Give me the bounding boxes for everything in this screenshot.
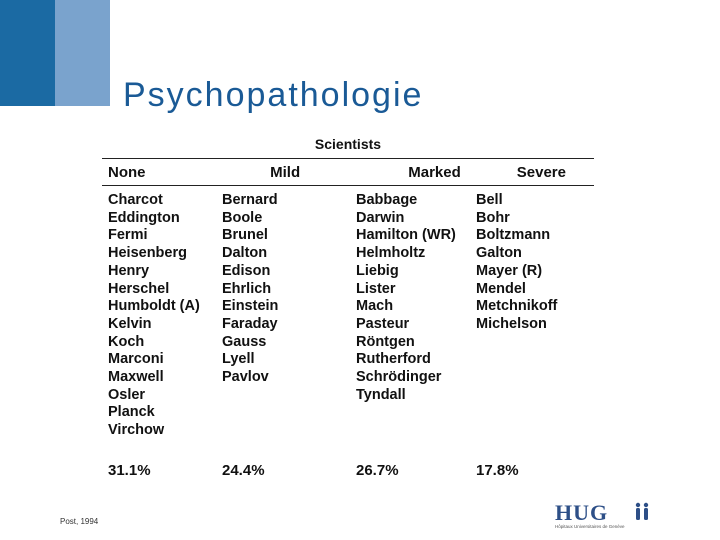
percentage-mild: 24.4% xyxy=(222,461,265,479)
table-cell: Schrödinger xyxy=(356,369,442,386)
percentage-none: 31.1% xyxy=(108,461,151,479)
table-header-row xyxy=(102,159,594,185)
table-cell: Kelvin xyxy=(108,315,152,332)
table-cell: Mach xyxy=(356,298,394,315)
table-cell: Pasteur xyxy=(356,315,410,332)
table-cell: Humboldt (A) xyxy=(108,298,200,315)
table-cell: Koch xyxy=(108,333,145,350)
table-cell: Tyndall xyxy=(356,386,406,403)
column-marked xyxy=(356,192,476,440)
percentage-marked: 26.7% xyxy=(356,461,399,479)
table-cell: Edison xyxy=(222,262,271,279)
table-cell: Rutherford xyxy=(356,351,431,368)
header-none: None xyxy=(108,163,146,181)
table-caption: Scientists xyxy=(314,136,382,152)
table-cell: Liebig xyxy=(356,262,399,279)
table-cell: Maxwell xyxy=(108,369,164,386)
table-cell: Bell xyxy=(476,192,503,208)
table-cell: Herschel xyxy=(108,280,170,297)
table-cell: Bohr xyxy=(476,209,510,226)
table-cell: Marconi xyxy=(108,351,164,368)
table-cell: Heisenberg xyxy=(108,245,187,262)
column-severe xyxy=(476,192,586,440)
table-cell: Lyell xyxy=(222,351,255,368)
table-cell: Bernard xyxy=(222,192,278,208)
percentage-severe: 17.8% xyxy=(476,461,519,479)
table-cell: Galton xyxy=(476,245,522,262)
table-cell: Mendel xyxy=(476,280,526,297)
table-body xyxy=(102,186,594,440)
table-cell: Michelson xyxy=(476,315,547,332)
table-cell: Osler xyxy=(108,386,146,403)
table-cell: Brunel xyxy=(222,227,268,244)
percentage-row xyxy=(102,462,594,479)
logo-text: HUG xyxy=(555,500,609,525)
scientists-table xyxy=(102,136,594,479)
table-cell: Virchow xyxy=(108,422,165,439)
logo-subtitle: Hôpitaux Universitaires de Genève xyxy=(555,524,625,529)
table-cell: Fermi xyxy=(108,227,148,244)
table-cell: Mayer (R) xyxy=(476,262,543,279)
decorative-square-light xyxy=(55,0,110,106)
table-cell: Charcot xyxy=(108,192,163,208)
header-severe: Severe xyxy=(516,163,566,181)
table-cell: Pavlov xyxy=(222,369,269,386)
header-mild: Mild xyxy=(270,163,301,181)
table-cell: Ehrlich xyxy=(222,280,272,297)
source-citation: Post, 1994 xyxy=(60,517,99,526)
table-cell: Boltzmann xyxy=(476,227,551,244)
table-cell: Darwin xyxy=(356,209,405,226)
column-none xyxy=(102,192,222,440)
table-cell: Faraday xyxy=(222,315,278,332)
table-cell: Hamilton (WR) xyxy=(356,227,456,244)
header-marked: Marked xyxy=(408,163,461,181)
table-cell: Gauss xyxy=(222,333,267,350)
table-cell: Babbage xyxy=(356,192,418,208)
hug-logo xyxy=(555,500,655,532)
slide-title: Psychopathologie xyxy=(123,76,424,114)
column-mild xyxy=(222,192,356,440)
table-cell: Metchnikoff xyxy=(476,298,558,315)
table-cell: Röntgen xyxy=(356,333,415,350)
table-cell: Boole xyxy=(222,209,263,226)
table-cell: Planck xyxy=(108,404,155,421)
table-cell: Einstein xyxy=(222,298,279,315)
table-cell: Dalton xyxy=(222,245,268,262)
table-cell: Helmholtz xyxy=(356,245,426,262)
decorative-square-dark xyxy=(0,0,55,106)
table-cell: Henry xyxy=(108,262,150,279)
people-icon xyxy=(633,502,651,522)
table-cell: Eddington xyxy=(108,209,180,226)
table-cell: Lister xyxy=(356,280,396,297)
